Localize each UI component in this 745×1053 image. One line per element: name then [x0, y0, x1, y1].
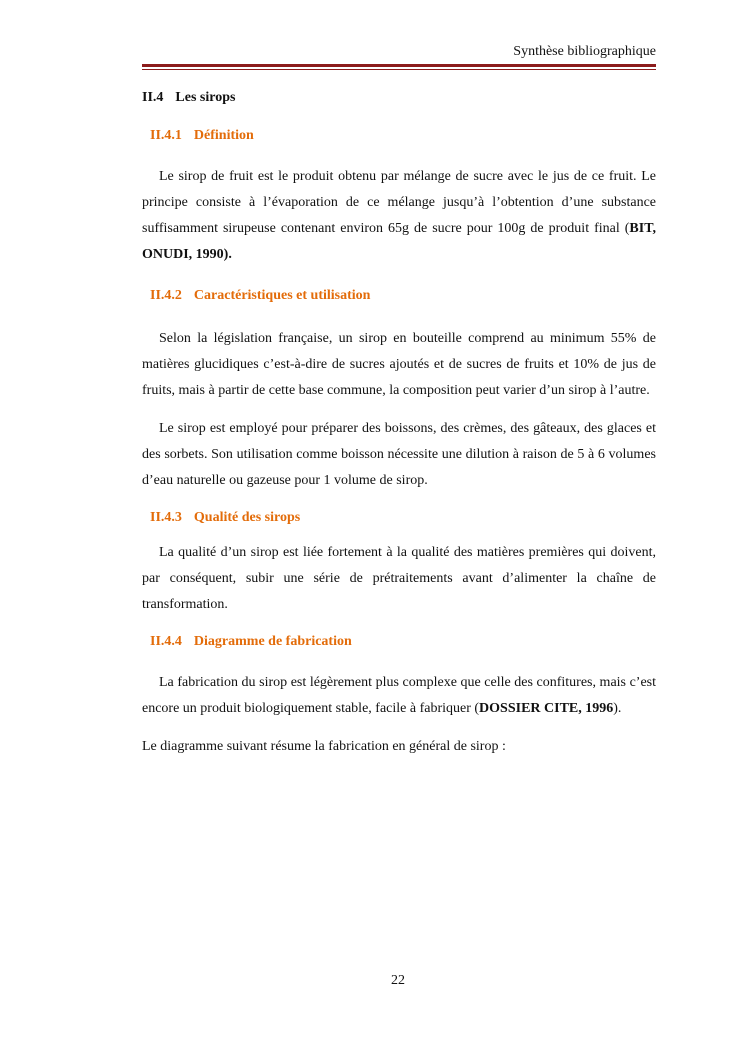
section-heading — [142, 88, 656, 108]
paragraph-diagram-intro: Le diagramme suivant résume la fabrication en général de sirop : — [142, 739, 506, 754]
subsection-title: Définition — [193, 128, 254, 143]
header-rule-thin — [142, 69, 656, 70]
subsection-heading-characteristics — [142, 286, 656, 306]
subsection-heading-definition — [142, 126, 656, 146]
paragraph-fabrication — [142, 670, 656, 722]
page-content — [142, 88, 656, 760]
paragraph-text: La fabrication du sirop est légèrement plus complexe que celle des confitures, mais c’est encore un produit biologiquement stable, facile à fabriquer ( — [142, 675, 656, 716]
citation: BIT, ONUDI, 1990). — [142, 221, 656, 262]
subsection-number: II.4.3 — [150, 510, 182, 525]
running-header: Synthèse bibliographique — [513, 44, 656, 59]
subsection-number: II.4.1 — [150, 128, 182, 143]
header-rule-thick — [142, 64, 656, 67]
section-number: II.4 — [142, 90, 164, 105]
page-number: 22 — [391, 973, 405, 988]
paragraph-definition — [142, 164, 656, 268]
subsection-number: II.4.4 — [150, 634, 182, 649]
citation: DOSSIER CITE, 1996 — [479, 701, 614, 716]
paragraph-text-end: ). — [613, 701, 622, 716]
subsection-heading-diagram — [142, 632, 656, 652]
subsection-title: Diagramme de fabrication — [193, 634, 352, 649]
section-title: Les sirops — [175, 90, 236, 105]
paragraph-usage: Le sirop est employé pour préparer des boissons, des crèmes, des gâteaux, des glaces et des sorbets. Son utilisation comme boisson nécessite une dilution à raison de 5 à 6 volumes d’eau naturelle ou gazeuse pour 1 volume de sirop. — [142, 421, 656, 488]
paragraph-quality: La qualité d’un sirop est liée fortement à la qualité des matières premières qui doivent, par conséquent, subir une série de prétraitements avant d’alimenter la chaîne de transformation. — [142, 545, 656, 612]
subsection-title: Caractéristiques et utilisation — [193, 288, 371, 303]
subsection-title: Qualité des sirops — [193, 510, 301, 525]
subsection-number: II.4.2 — [150, 288, 182, 303]
paragraph-text: Le sirop de fruit est le produit obtenu par mélange de sucre avec le jus de ce fruit. Le principe consiste à l’évaporation de ce mélange jusqu’à l’obtention d’une substance suffisamment sirupeuse contenant environ 65g de sucre pour 100g de produit final ( — [142, 169, 656, 236]
subsection-heading-quality — [142, 508, 656, 528]
paragraph-legislation: Selon la législation française, un sirop en bouteille comprend au minimum 55% de matières glucidiques c’est-à-dire de sucres ajoutés et de sucres de fruits et 10% de jus de fruits, mais à partir de cette base commune, la composition peut varier d’un sirop à l’autre. — [142, 331, 656, 398]
